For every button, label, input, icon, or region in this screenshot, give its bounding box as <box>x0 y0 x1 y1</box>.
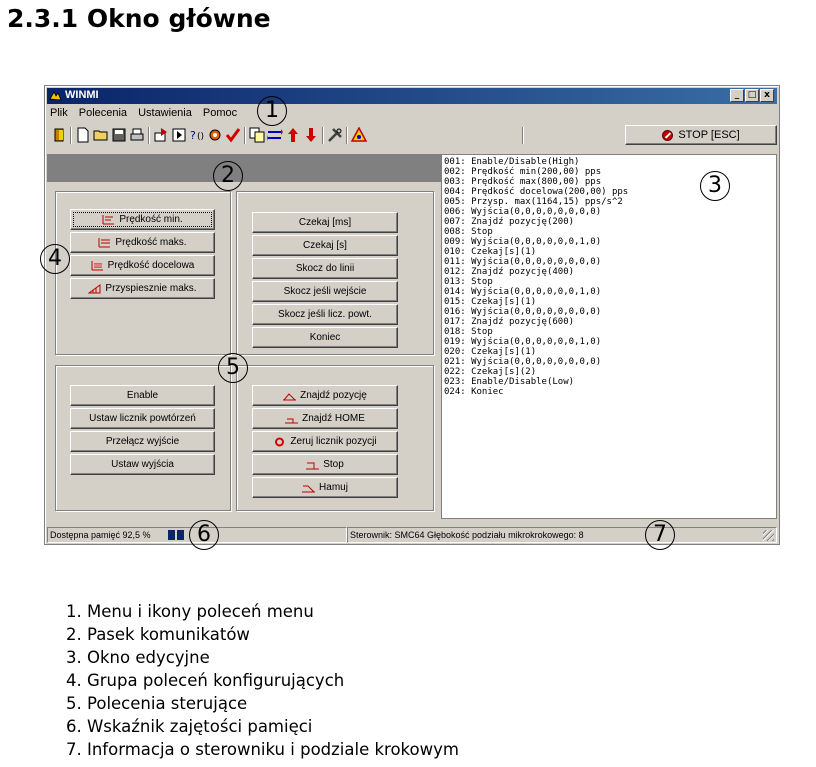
speed-target-button[interactable] <box>70 255 215 276</box>
open-folder-icon[interactable] <box>93 127 109 143</box>
accel-max-label: Przyspiesznie maks. <box>105 283 197 294</box>
app-logo-icon <box>49 90 62 102</box>
editor-line[interactable]: 011: Wyjścia(0,0,0,0,0,0,0,0) <box>444 257 602 267</box>
move-up-icon[interactable] <box>285 127 301 143</box>
set-repeat-counter-button[interactable]: Ustaw licznik powtórzeń <box>70 408 215 429</box>
check-icon[interactable] <box>225 127 241 143</box>
editor-line[interactable]: 016: Wyjścia(0,0,0,0,0,0,0,0) <box>444 307 602 317</box>
editor-line[interactable]: 013: Stop <box>444 277 493 287</box>
stop-motion-button[interactable] <box>252 454 398 475</box>
callout-5: 5 <box>218 353 248 383</box>
svg-text:?: ? <box>190 129 196 142</box>
run-icon[interactable] <box>171 127 187 143</box>
stop-button[interactable] <box>625 125 777 145</box>
editor-line[interactable]: 008: Stop <box>444 227 493 237</box>
resize-grip-icon[interactable] <box>763 530 774 541</box>
find-position-label: Znajdź pozycję <box>300 390 367 401</box>
editor-line[interactable]: 002: Prędkość min(200,00) pps <box>444 167 602 177</box>
legend-item: 7. Informacja o sterowniku i podziale krokowym <box>66 740 459 759</box>
download-icon[interactable] <box>153 127 169 143</box>
toolbar <box>49 124 775 146</box>
callout-4: 4 <box>40 244 70 274</box>
editor-line[interactable]: 021: Wyjścia(0,0,0,0,0,0,0,0) <box>444 357 602 367</box>
brake-button[interactable] <box>252 477 398 498</box>
command-panel <box>47 182 441 519</box>
help-icon[interactable] <box>351 127 367 143</box>
editor-line[interactable]: 023: Enable/Disable(Low) <box>444 377 575 387</box>
section-heading: 2.3.1 Okno główne <box>7 4 271 33</box>
end-button[interactable]: Koniec <box>252 327 398 348</box>
menu-bar <box>49 107 238 123</box>
minimize-button[interactable]: _ <box>730 89 744 102</box>
editor-line[interactable]: 020: Czekaj[s](1) <box>444 347 537 357</box>
legend-item: 5. Polecenia sterujące <box>66 694 248 713</box>
motion-group <box>236 365 434 511</box>
callout-2: 2 <box>213 161 243 191</box>
menu-polecenia[interactable]: Polecenia <box>78 107 128 119</box>
callout-6: 6 <box>189 520 219 550</box>
config-group <box>55 191 231 355</box>
editor-line[interactable]: 007: Znajdź pozycję(200) <box>444 217 575 227</box>
stop-button-label: STOP [ESC] <box>678 129 740 141</box>
exit-door-icon[interactable] <box>51 127 67 143</box>
brake-icon <box>302 483 315 493</box>
legend-item: 1. Menu i ikony poleceń menu <box>66 602 314 621</box>
editor-line[interactable]: 004: Prędkość docelowa(200,00) pps <box>444 187 629 197</box>
memory-status: Dostępna pamięć 92,5 % <box>50 530 151 540</box>
editor-line[interactable]: 012: Znajdź pozycję(400) <box>444 267 575 277</box>
menu-plik[interactable]: Plik <box>50 107 68 119</box>
editor-line[interactable]: 019: Wyjścia(0,0,0,0,0,0,1,0) <box>444 337 602 347</box>
close-button[interactable]: x <box>760 89 774 102</box>
memory-gauge <box>168 530 184 540</box>
legend-list <box>66 600 459 761</box>
swap-lines-icon[interactable] <box>267 127 283 143</box>
editor-line[interactable]: 010: Czekaj[s](1) <box>444 247 537 257</box>
svg-text:(): () <box>197 132 205 142</box>
maximize-button[interactable]: □ <box>745 89 759 102</box>
stop-motion-icon <box>306 460 319 470</box>
editor-line[interactable]: 014: Wyjścia(0,0,0,0,0,0,1,0) <box>444 287 602 297</box>
query-icon[interactable] <box>189 127 205 143</box>
menu-ustawienia[interactable]: Ustawienia <box>138 107 192 119</box>
toggle-output-button[interactable]: Przełącz wyjście <box>70 431 215 452</box>
message-bar <box>47 154 441 182</box>
stop-motion-label: Stop <box>323 459 344 470</box>
flow-group <box>236 191 434 355</box>
copy-icon[interactable] <box>249 127 265 143</box>
controller-status: Sterownik: SMC64 Głębokość podziału mikrokrokowego: 8 <box>350 530 584 540</box>
wait-s-button[interactable]: Czekaj [s] <box>252 235 398 256</box>
speed-max-icon <box>98 238 111 248</box>
io-group <box>55 365 231 511</box>
title-bar[interactable] <box>47 88 777 104</box>
editor-line[interactable]: 003: Prędkość max(800,00) pps <box>444 177 602 187</box>
controller-panel <box>347 527 777 543</box>
print-icon[interactable] <box>129 127 145 143</box>
speed-max-label: Prędkość maks. <box>115 237 187 248</box>
accel-max-icon <box>88 284 101 294</box>
accel-max-button[interactable] <box>70 278 215 299</box>
editor-line[interactable]: 005: Przysp. max(1164,15) pps/s^2 <box>444 197 623 207</box>
speed-min-button[interactable] <box>70 209 215 230</box>
wait-ms-button[interactable]: Czekaj [ms] <box>252 212 398 233</box>
speed-target-icon <box>91 261 104 271</box>
editor-line[interactable]: 018: Stop <box>444 327 493 337</box>
save-icon[interactable] <box>111 127 127 143</box>
editor-line[interactable]: 017: Znajdź pozycję(600) <box>444 317 575 327</box>
enable-button[interactable]: Enable <box>70 385 215 406</box>
legend-item: 4. Grupa poleceń konfigurujących <box>66 671 345 690</box>
editor-line[interactable]: 009: Wyjścia(0,0,0,0,0,0,1,0) <box>444 237 602 247</box>
set-outputs-button[interactable]: Ustaw wyjścia <box>70 454 215 475</box>
speed-max-button[interactable] <box>70 232 215 253</box>
legend-item: 3. Okno edycyjne <box>66 648 210 667</box>
jump-to-line-button[interactable]: Skocz do linii <box>252 258 398 279</box>
jump-if-counter-button[interactable]: Skocz jeśli licz. powt. <box>252 304 398 325</box>
legend-item: 2. Pasek komunikatów <box>66 625 250 644</box>
stop-icon <box>662 130 673 141</box>
reset-position-counter-label: Zeruj licznik pozycji <box>290 436 377 447</box>
speed-target-label: Prędkość docelowa <box>107 260 195 271</box>
move-down-icon[interactable] <box>303 127 319 143</box>
find-position-button[interactable] <box>252 385 398 406</box>
callout-7: 7 <box>645 520 675 550</box>
find-home-label: Znajdź HOME <box>302 413 365 424</box>
new-file-icon[interactable] <box>75 127 91 143</box>
app-window <box>44 85 780 545</box>
find-home-icon <box>285 414 298 424</box>
reset-circle-icon <box>273 437 286 447</box>
speed-min-label: Prędkość min. <box>119 214 183 225</box>
settings-motor-icon[interactable] <box>207 127 223 143</box>
tools-icon[interactable] <box>327 127 343 143</box>
speed-min-icon <box>102 215 115 225</box>
editor-line[interactable]: 006: Wyjścia(0,0,0,0,0,0,0,0) <box>444 207 602 217</box>
find-position-icon <box>283 391 296 401</box>
legend-item: 6. Wskaźnik zajętości pamięci <box>66 717 313 736</box>
callout-3: 3 <box>700 171 730 201</box>
editor-line[interactable]: 024: Koniec <box>444 387 504 397</box>
find-home-button[interactable] <box>252 408 398 429</box>
brake-label: Hamuj <box>319 482 348 493</box>
program-editor[interactable] <box>441 154 777 519</box>
reset-position-counter-button[interactable] <box>252 431 398 452</box>
jump-if-input-button[interactable]: Skocz jeśli wejście <box>252 281 398 302</box>
callout-1: 1 <box>257 96 287 126</box>
editor-line[interactable]: 015: Czekaj[s](1) <box>444 297 537 307</box>
editor-line[interactable]: 001: Enable/Disable(High) <box>444 157 580 167</box>
editor-line[interactable]: 022: Czekaj[s](2) <box>444 367 537 377</box>
menu-pomoc[interactable]: Pomoc <box>202 107 238 119</box>
window-title: WINMI <box>65 89 99 101</box>
